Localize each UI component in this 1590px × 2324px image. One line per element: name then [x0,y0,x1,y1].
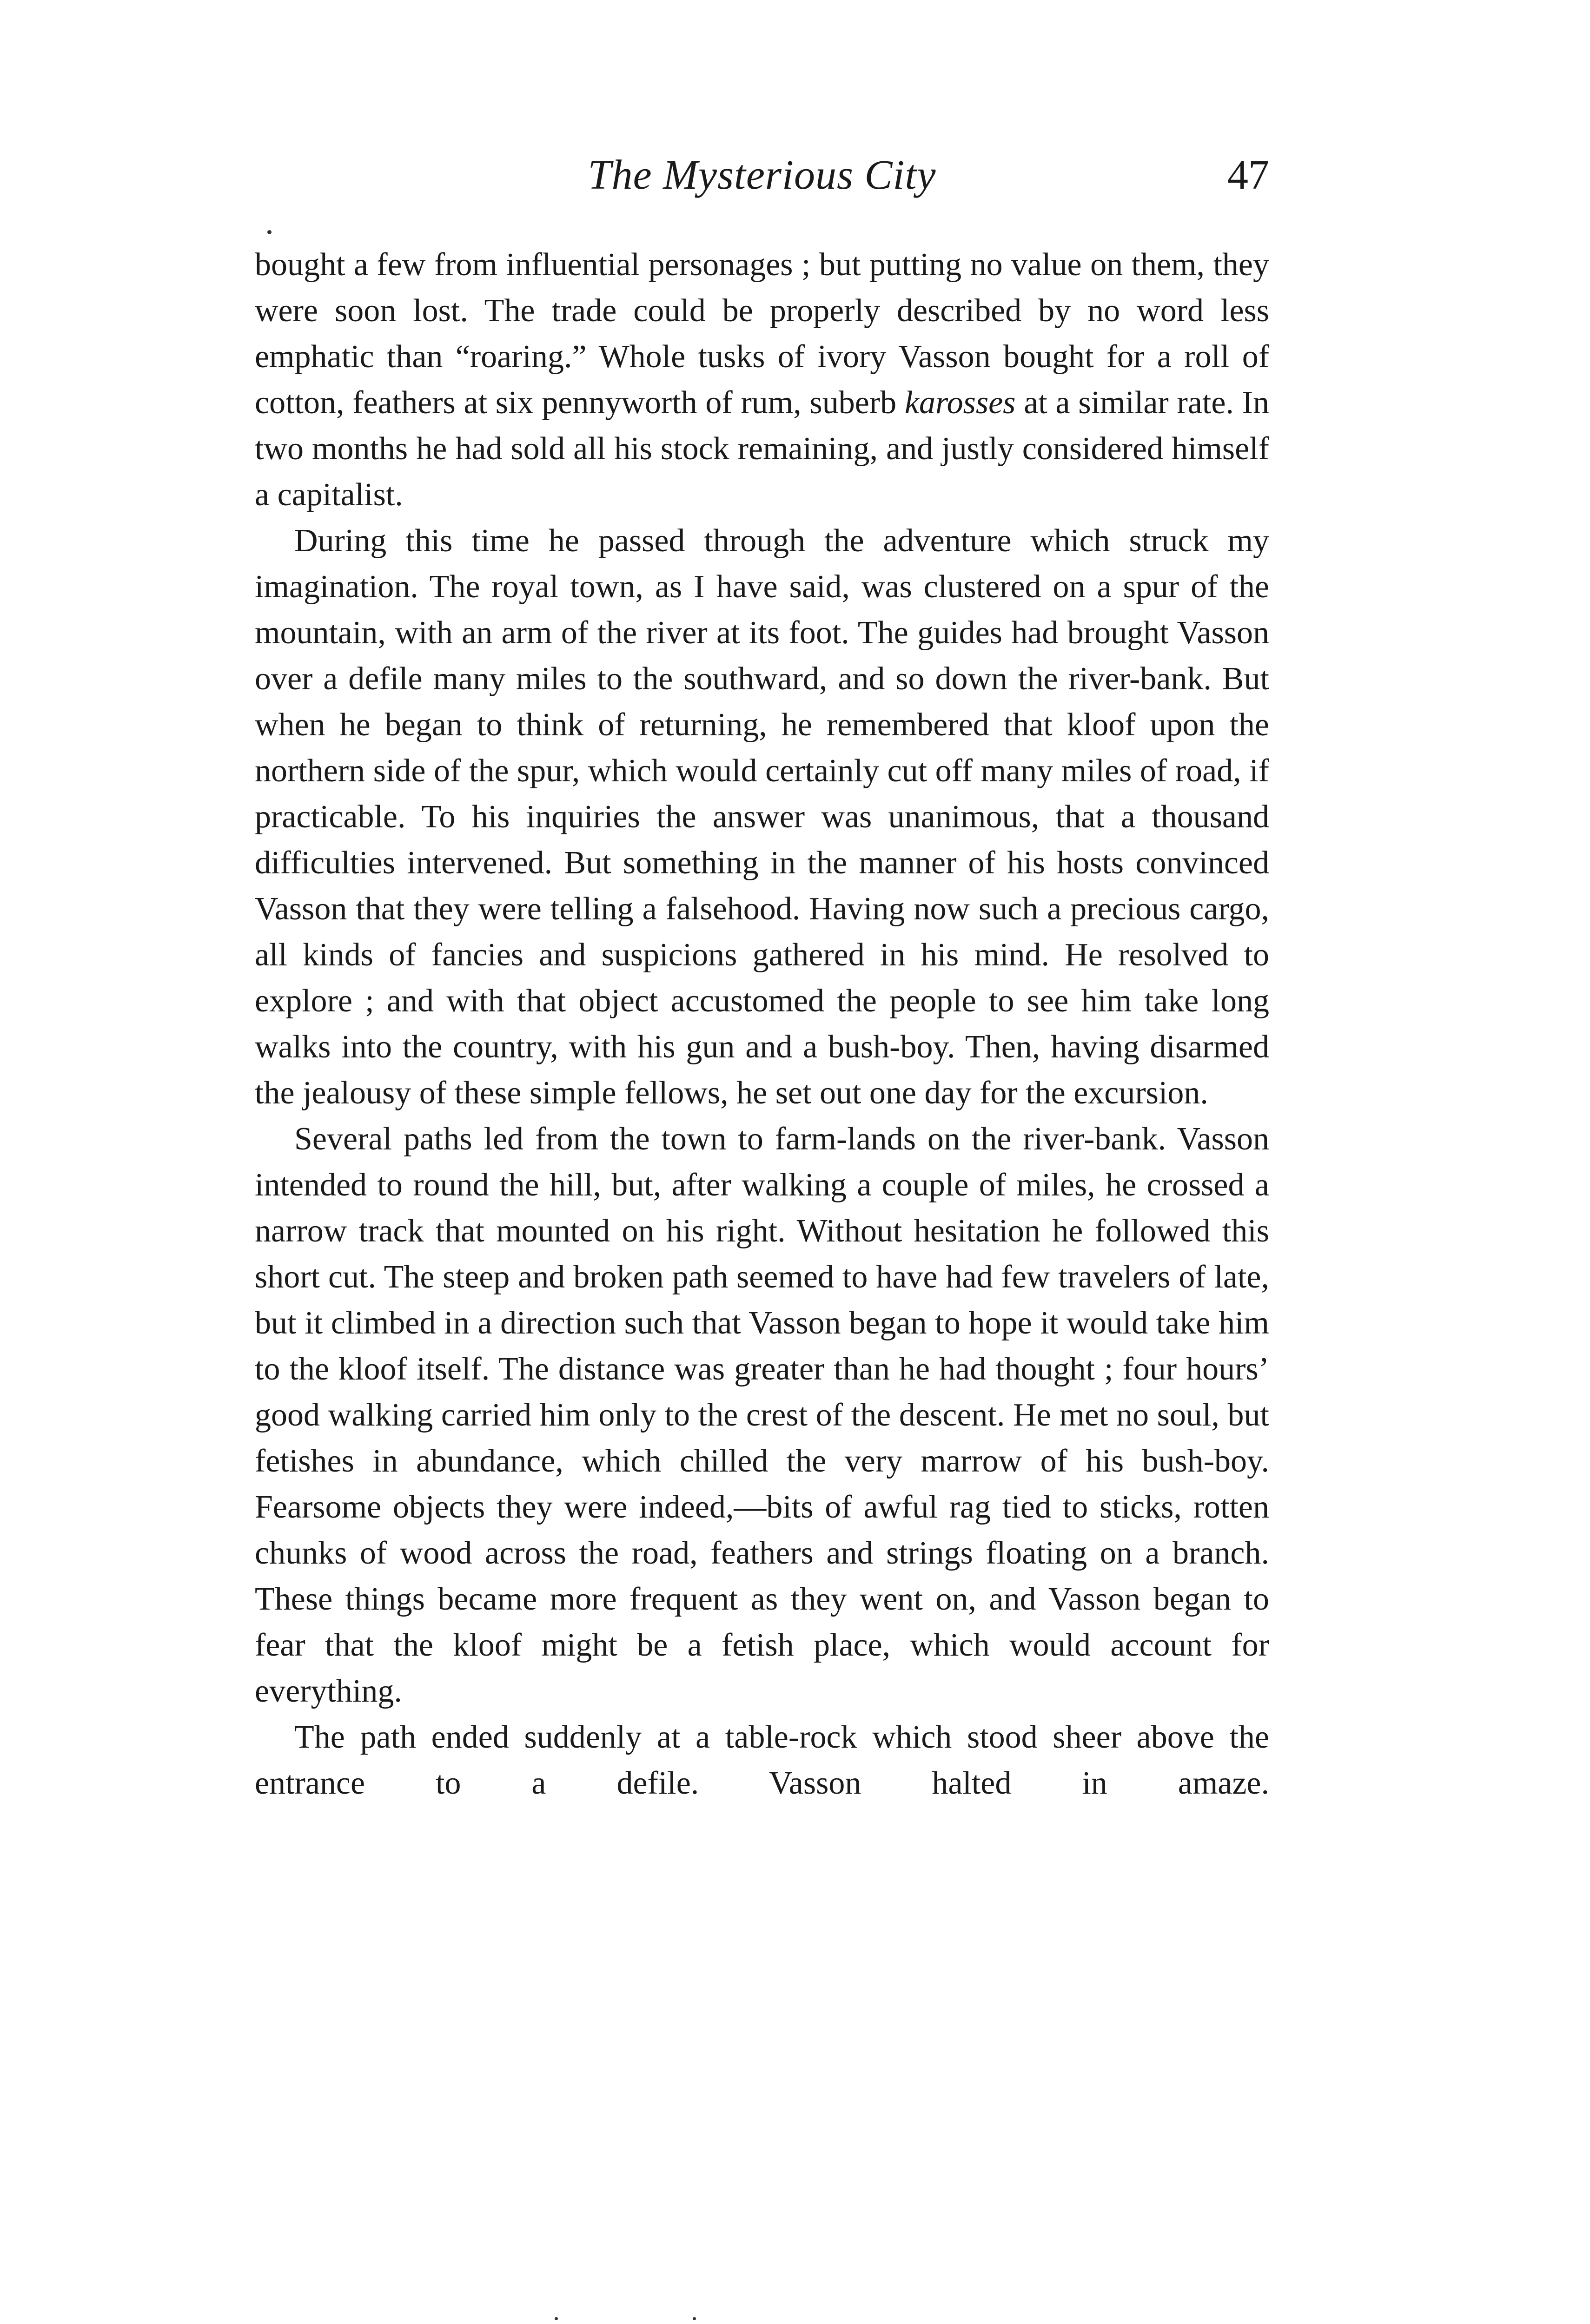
running-title: The Mysterious City [588,152,936,198]
paragraph-1-italic-term: karosses [904,385,1016,421]
body-text [255,242,1269,1806]
page-number: 47 [1227,152,1269,198]
paragraph-2: During this time he passed through the adventure which struck my imagination. The royal town, as I have said, was clustered on a spur of the mountain, with an arm of the river at its foot. The guides had brought Vasson over a defile many miles to the southward, and so down the river-bank. But when he began to think of returning, he remembered that kloof upon the northern side of the spur, which would certainly cut off many miles of road, if practicable. To his inquiries the answer was unanimous, that a thousand difficulties intervened. But something in the manner of his hosts convinced Vasson that they were telling a falsehood. Having now such a precious cargo, all kinds of fancies and suspicions gathered in his mind. He resolved to explore ; and with that object accustomed the people to see him take long walks into the country, with his gun and a bush-boy. Then, having disarmed the jealousy of these simple fellows, he set out one day for the excursion. [255,523,1269,1111]
print-speck [267,230,272,234]
paragraph-3: Several paths led from the town to farm-lands on the river-bank. Vasson intended to round the hill, but, after walking a couple of miles, he crossed a narrow track that mounted on his right. Without hesitation he followed this short cut. The steep and broken path seemed to have had few travelers of late, but it climbed in a direction such that Vasson began to hope it would take him to the kloof itself. The distance was greater than he had thought ; four hours’ good walking carried him only to the crest of the descent. He met no soul, but fetishes in abundance, which chilled the very marrow of his bush-boy. Fearsome objects they were indeed,—bits of awful rag tied to sticks, rotten chunks of wood across the road, feathers and strings floating on a branch. These things became more frequent as they went on, and Vasson began to fear that the kloof might be a fetish place, which would account for everything. [255,1121,1269,1709]
running-head [255,151,1269,211]
paragraph-1 [255,242,1269,518]
print-speck [693,2317,696,2320]
paragraph-4: The path ended suddenly at a table-rock which stood sheer above the entrance to a defile. Vasson halted in amaze. [255,1719,1269,1801]
print-speck [555,2317,558,2320]
paragraph-1-text-a: bought a few from influential personages ; but putting no value on them, they were soon lost. The trade could be properly described by no word less emphatic than “roaring.” Whole tusks of ivory Vasson bought for a roll of cotton, feathers at six pennyworth of rum, suberb [255,247,1269,421]
paragraph-1-text-b: at a similar rate. In two months he had sold all his stock remaining, and justly considered himself a capitalist. [255,385,1269,513]
